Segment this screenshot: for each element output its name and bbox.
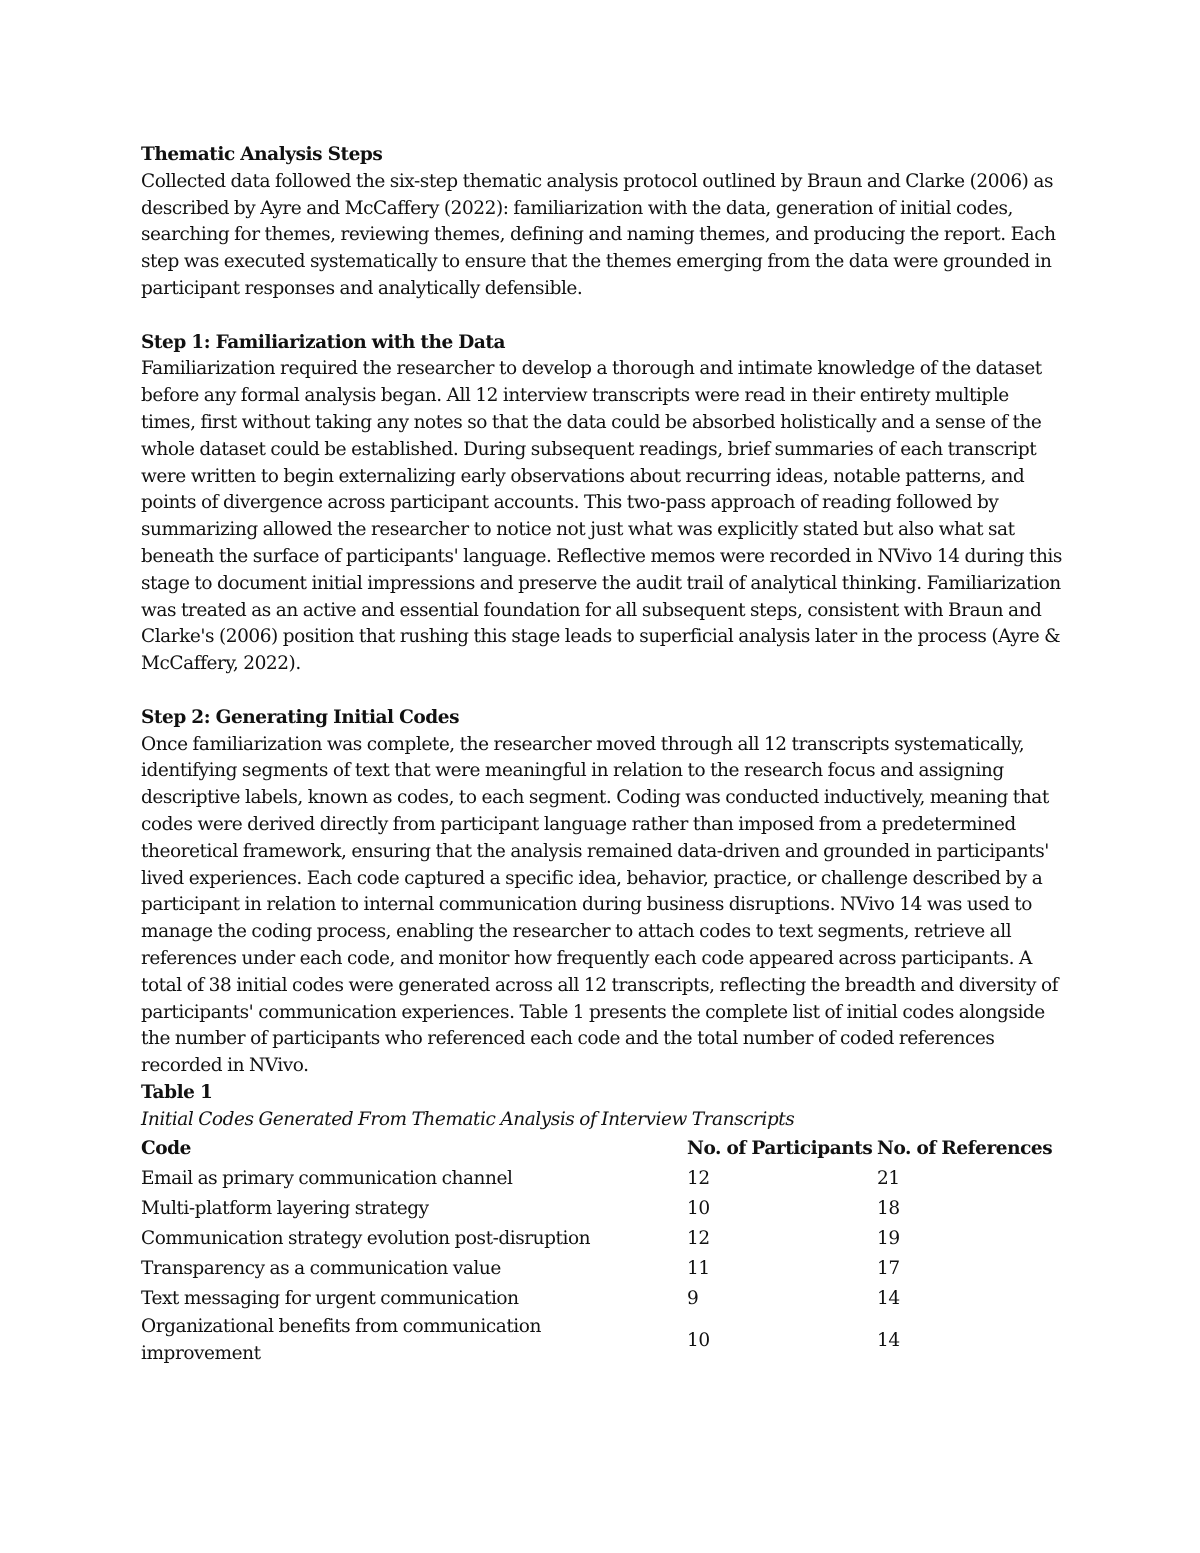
table-title: Initial Codes Generated From Thematic Analysis of Interview Transcripts [141,1108,795,1130]
cell-code: Organizational benefits from communication improvement [141,1316,541,1365]
cell-references: 18 [877,1198,900,1220]
cell-participants: 10 [687,1198,710,1220]
cell-code: Communication strategy evolution post-disruption [141,1228,591,1250]
step1-paragraph: Familiarization required the researcher to develop a thorough and intimate knowledge of the dataset before any formal analysis began. All 12 interview transcripts were read in their entirety multiple times, first without taking any notes so that the data could be absorbed holistically and a sense of the whole dataset could be established. During subsequent readings, brief summaries of each transcript were written to begin externalizing early observations about recurring ideas, notable patterns, and points of divergence across participant accounts. This two-pass approach of reading followed by summarizing allowed the researcher to notice not just what was explicitly stated but also what sat beneath the surface of participants' language. Reflective memos were recorded in NVivo 14 during this stage to document initial impressions and preserve the audit trail of analytical thinking. Familiarization was treated as an active and essential foundation for all subsequent steps, consistent with Braun and Clarke's (2006) position that rushing this stage leads to superficial analysis later in the process (Ayre & McCaffery, 2022). [141,358,1062,675]
cell-code: Multi-platform layering strategy [141,1198,429,1220]
cell-participants: 12 [687,1168,710,1190]
header-code: Code [141,1138,191,1160]
header-participants: No. of Participants [687,1138,873,1160]
document-page [141,142,1066,1368]
section-paragraph: Collected data followed the six-step thematic analysis protocol outlined by Braun and Clarke (2006) as described by Ayre and McCaffery (2022): familiarization with the data, generation of initial codes, searching for themes, reviewing themes, defining and naming themes, and producing the report. Each step was executed systematically to ensure that the themes emerging from the data were grounded in participant responses and analytically defensible. [141,170,1056,299]
cell-participants: 9 [687,1288,699,1310]
cell-references: 14 [877,1329,900,1351]
cell-participants: 12 [687,1228,710,1250]
section-title: Thematic Analysis Steps [141,144,383,165]
table-row [141,1254,1066,1284]
table-header-row [141,1134,1066,1164]
table-row [141,1194,1066,1224]
cell-code: Text messaging for urgent communication [141,1288,519,1310]
cell-code: Email as primary communication channel [141,1168,513,1190]
cell-references: 19 [877,1228,900,1250]
table-row [141,1284,1066,1314]
table-row [141,1314,1066,1368]
step1-title: Step 1: Familiarization with the Data [141,331,506,353]
table-row [141,1224,1066,1254]
paragraph-gap [141,678,1066,705]
cell-references: 17 [877,1258,900,1280]
paragraph-gap [141,303,1066,330]
cell-participants: 10 [687,1329,710,1351]
table-label: Table 1 [141,1081,213,1103]
cell-references: 14 [877,1288,900,1310]
codes-table [141,1134,1066,1368]
step2-paragraph: Once familiarization was complete, the researcher moved through all 12 transcripts systematically, identifying segments of text that were meaningful in relation to the research focus and assigning descriptive labels, known as codes, to each segment. Coding was conducted inductively, meaning that codes were derived directly from participant language rather than imposed from a predetermined theoretical framework, ensuring that the analysis remained data-driven and grounded in participants' lived experiences. Each code captured a specific idea, behavior, practice, or challenge described by a participant in relation to internal communication during business disruptions. NVivo 14 was used to manage the coding process, enabling the researcher to attach codes to text segments, retrieve all references under each code, and monitor how frequently each code appeared across participants. A total of 38 initial codes were generated across all 12 transcripts, reflecting the breadth and diversity of participants' communication experiences. Table 1 presents the complete list of initial codes alongside the number of participants who referenced each code and the total number of coded references recorded in NVivo. [141,733,1059,1077]
cell-participants: 11 [687,1258,710,1280]
header-references: No. of References [877,1138,1053,1160]
table-row [141,1164,1066,1194]
cell-references: 21 [877,1168,900,1190]
step2-title: Step 2: Generating Initial Codes [141,706,460,728]
cell-code: Transparency as a communication value [141,1258,501,1280]
